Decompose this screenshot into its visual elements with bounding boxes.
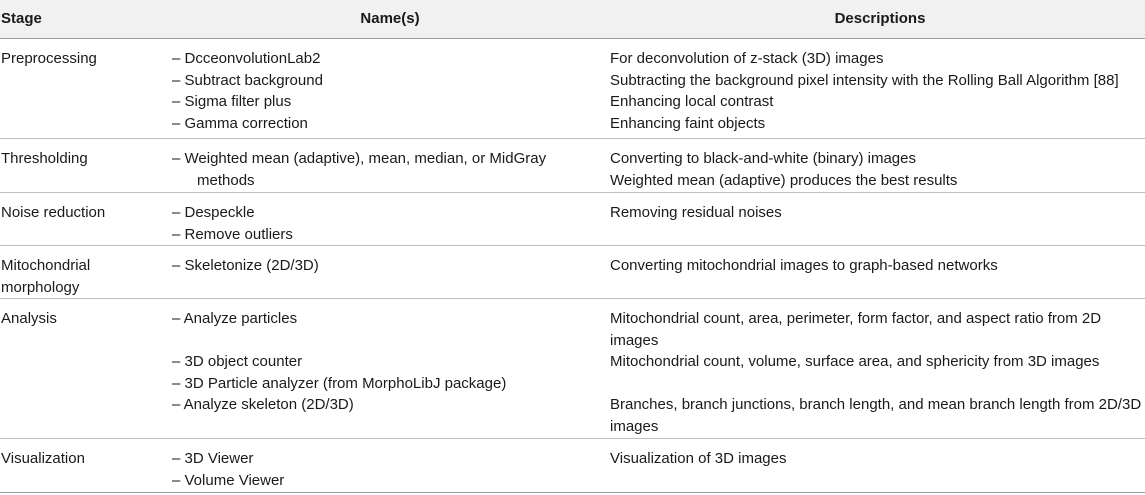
description-spacer [610, 373, 1140, 395]
table-row [0, 299, 1145, 439]
table-row [0, 439, 1145, 493]
name-item: – Subtract background [172, 71, 323, 89]
names-cell [172, 255, 572, 277]
description-item: Mitochondrial count, area, perimeter, form factor, and aspect ratio from 2D [610, 310, 1102, 327]
descriptions-cell [610, 148, 1140, 191]
description-item: Weighted mean (adaptive) produces the best results [610, 171, 958, 189]
name-item: – Gamma correction [172, 114, 308, 132]
header-stage: Stage [1, 10, 42, 27]
description-item: Visualization of 3D images [610, 450, 787, 467]
name-item: – 3D Particle analyzer (from MorphoLibJ package) [172, 374, 507, 392]
stage-text: Noise reduction [1, 204, 106, 221]
name-item: – Analyze particles [172, 310, 298, 327]
stage-cell [1, 148, 151, 170]
name-item: – 3D object counter [172, 353, 303, 370]
description-item: images [610, 417, 659, 435]
stage-cell [1, 48, 151, 70]
name-item: – 3D Viewer [172, 450, 254, 467]
names-cell [172, 48, 572, 134]
descriptions-cell [610, 255, 1140, 277]
description-item: Enhancing local contrast [610, 93, 774, 110]
descriptions-cell [610, 308, 1140, 437]
stage-text: Visualization [1, 450, 85, 467]
stage-cell [1, 308, 151, 330]
description-item: Enhancing faint objects [610, 114, 766, 132]
description-item: For deconvolution of z-stack (3D) images [610, 50, 884, 67]
header-descriptions: Descriptions [834, 10, 926, 27]
names-cell [172, 148, 572, 191]
name-item: – Skeletonize (2D/3D) [172, 257, 319, 274]
descriptions-cell [610, 48, 1140, 134]
stage-cell [1, 202, 151, 224]
stage-text: Thresholding [1, 150, 88, 167]
description-item: images [610, 331, 659, 349]
description-item: Branches, branch junctions, branch length, and mean branch length from 2D/3D [610, 396, 1142, 413]
name-item: – Weighted mean (adaptive), mean, median, or MidGray [172, 150, 547, 167]
table-header [0, 0, 1145, 39]
names-cell [172, 448, 572, 491]
table-row [0, 139, 1145, 193]
description-item: Mitochondrial count, volume, surface area, and sphericity from 3D images [610, 353, 1100, 370]
table-row [0, 39, 1145, 139]
names-cell [172, 308, 572, 416]
name-item: – Sigma filter plus [172, 93, 292, 110]
table-row [0, 246, 1145, 299]
name-item: – Remove outliers [172, 225, 293, 243]
description-item: Removing residual noises [610, 204, 782, 221]
description-item: Converting mitochondrial images to graph-based networks [610, 257, 998, 274]
stage-cell [1, 255, 151, 298]
name-item: – Analyze skeleton (2D/3D) [172, 396, 354, 413]
name-item: – Despeckle [172, 204, 255, 221]
stage-text: Preprocessing [1, 50, 97, 67]
name-item: methods [197, 171, 255, 189]
stage-text: Mitochondrial [1, 257, 91, 274]
description-item: Subtracting the background pixel intensity with the Rolling Ball Algorithm [88] [610, 71, 1119, 89]
names-cell [172, 202, 572, 245]
description-item: Converting to black-and-white (binary) images [610, 150, 916, 167]
name-item: – Volume Viewer [172, 471, 285, 489]
name-spacer [172, 330, 572, 352]
stage-text: Analysis [1, 310, 57, 327]
stage-cell [1, 448, 151, 470]
header-names: Name(s) [360, 10, 420, 27]
stage-text: morphology [1, 278, 80, 296]
descriptions-cell [610, 448, 1140, 470]
name-item: – DcceonvolutionLab2 [172, 50, 321, 67]
table-row [0, 193, 1145, 246]
descriptions-cell [610, 202, 1140, 224]
